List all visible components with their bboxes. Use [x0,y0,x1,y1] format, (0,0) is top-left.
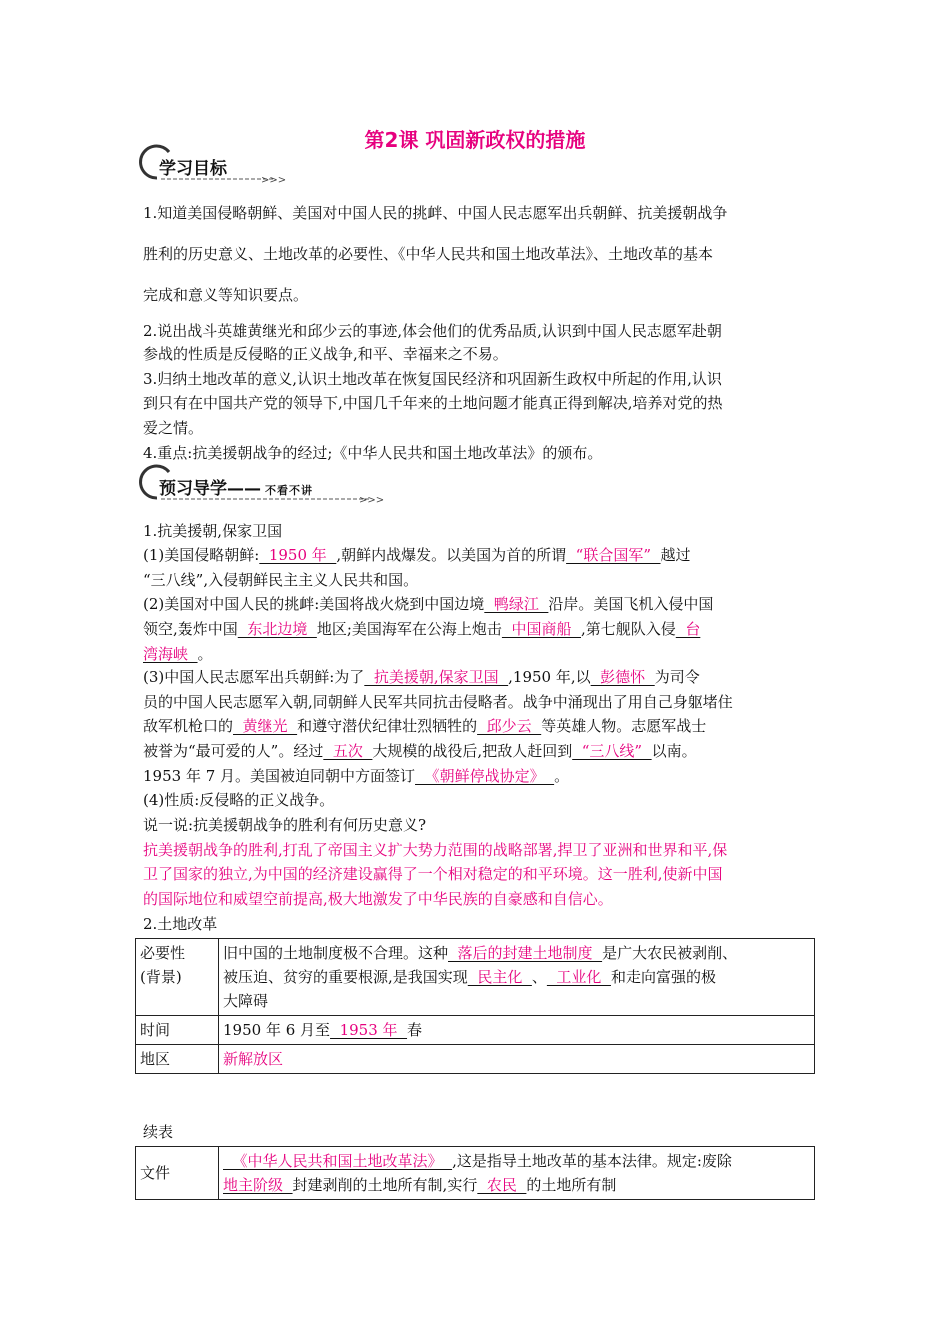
goal-line: 胜利的历史意义、土地改革的必要性、《中华人民共和国土地改革法》、土地改革的基本 [143,245,714,263]
answer-blank: “三八线” [572,742,652,760]
svg-text:>>>: >>> [359,495,385,506]
goal-line: 4.重点:抗美援朝战争的经过;《中华人民共和国土地改革法》的颁布。 [143,444,603,462]
section-badge-preview [143,466,383,506]
answer-blank: 1953 年 [330,1021,408,1039]
table-row [136,1147,815,1200]
answer-blank: 《朝鲜停战协定》 [415,767,555,785]
preview-line: (3)中国人民志愿军出兵朝鲜:为了 抗美援朝,保家卫国 ,1950 年,以 彭德怀 为司令 [143,668,700,686]
answer-blank: 抗美援朝,保家卫国 [364,668,509,686]
answer-blank: 彭德怀 [590,668,655,686]
goal-line: 参战的性质是反侵略的正义战争,和平、幸福来之不易。 [143,345,508,363]
goal-line: 2.说出战斗英雄黄继光和邱少云的事迹,体会他们的优秀品质,认识到中国人民志愿军赴朝 [143,322,722,340]
answer-blank: 落后的封建土地制度 [448,944,603,962]
discussion-answer: 卫了国家的独立,为中国的经济建设赢得了一个相对稳定的和平环境。这一胜利,使新中国 [143,865,723,883]
goal-line: 3.归纳土地改革的意义,认识土地改革在恢复国民经济和巩固新生政权中所起的作用,认识 [143,370,722,388]
answer-blank: 鸭绿江 [484,595,549,613]
goal-line: 爱之情。 [143,419,204,437]
answer-blank: 地主阶级 [223,1176,293,1194]
preview-line: 领空,轰炸中国 东北边境 地区;美国海军在公海上炮击 中国商船 ,第七舰队入侵 台 [143,620,701,638]
table-cell: 旧中国的土地制度极不合理。这种 落后的封建土地制度 是广大农民被剥削、 被压迫、贫穷的重要根源,是我国实现 民主化 、 工业化 和走向富强的极 大障碍 [219,939,815,1016]
continued-table-label: 续表 [143,1123,174,1141]
preview-line: (1)美国侵略朝鲜: 1950 年 ,朝鲜内战爆发。以美国为首的所谓 “联合国军” 越过 [143,546,691,564]
heading-korea: 1.抗美援朝,保家卫国 [143,522,283,540]
row-header: 时间 [136,1016,219,1045]
answer-blank: 湾海峡 [143,645,198,663]
section-badge-goals [143,146,287,186]
preview-line: 湾海峡 。 [143,645,213,663]
row-header: 必要性 (背景) [136,939,219,1016]
goal-line: 1.知道美国侵略朝鲜、美国对中国人民的挑衅、中国人民志愿军出兵朝鲜、抗美援朝战争 [143,204,728,222]
discussion-answer: 抗美援朝战争的胜利,打乱了帝国主义扩大势力范围的战略部署,捍卫了亚洲和世界和平,保 [143,841,728,859]
answer-blank: 台 [675,620,701,638]
answer-blank: 1950 年 [259,546,337,564]
table-cell: 新解放区 [219,1045,815,1074]
preview-line: 被誉为“最可爱的人”。经过 五次 大规模的战役后,把敌人赶回到 “三八线” 以南。 [143,742,697,760]
answer-blank: 邱少云 [477,717,542,735]
answer-blank: 工业化 [546,968,611,986]
heading-land-reform: 2.土地改革 [143,915,218,933]
table-row [136,1016,815,1045]
preview-line: 敌军机枪口的 黄继光 和遵守潜伏纪律壮烈牺牲的 邱少云 等英雄人物。志愿军战士 [143,717,707,735]
discussion-question: 说一说:抗美援朝战争的胜利有何历史意义? [143,816,427,834]
goal-line: 到只有在中国共产党的领导下,中国几千年来的土地问题才能真正得到解决,培养对党的热 [143,394,723,412]
answer-blank: 黄继光 [233,717,298,735]
table-cell: 《中华人民共和国土地改革法》 ,这是指导土地改革的基本法律。规定:废除 地主阶级 封建剥削的土地所有制,实行 农民 的土地所有制 [219,1147,815,1200]
preview-line: (2)美国对中国人民的挑衅:美国将战火烧到中国边境 鸭绿江 沿岸。美国飞机入侵中国 [143,595,714,613]
land-reform-table-continued [135,1146,815,1200]
preview-line: 员的中国人民志愿军入朝,同朝鲜人民军共同抗击侵略者。战争中涌现出了用自己身躯堵住 [143,693,733,711]
page-title: 第2课 巩固新政权的措施 [364,128,586,152]
answer-blank: 农民 [477,1176,527,1194]
table-row [136,1045,815,1074]
preview-line: (4)性质:反侵略的正义战争。 [143,791,335,809]
answer-blank: 东北边境 [237,620,317,638]
answer-blank: 五次 [323,742,373,760]
table-row [136,939,815,1016]
discussion-answer: 的国际地位和威望空前提高,极大地激发了中华民族的自豪感和自信心。 [143,890,613,908]
preview-line: “三八线”,入侵朝鲜民主主义人民共和国。 [143,571,419,589]
goal-line: 完成和意义等知识要点。 [143,286,309,304]
section-sublabel-preview: 不看不讲 [265,484,313,497]
answer-blank: 中国商船 [501,620,581,638]
land-reform-table [135,938,815,1074]
preview-line: 1953 年 7 月。美国被迫同朝中方面签订 《朝鲜停战协定》 。 [143,767,570,785]
section-label-goals: 学习目标 [159,159,227,179]
table-cell: 1950 年 6 月至 1953 年 春 [219,1016,815,1045]
row-header: 地区 [136,1045,219,1074]
svg-text:>>>: >>> [261,175,287,186]
answer-blank: “联合国军” [566,546,661,564]
answer-blank: 《中华人民共和国土地改革法》 [223,1152,453,1170]
section-label-preview: 预习导学—— [159,479,261,499]
answer-blank: 民主化 [467,968,532,986]
row-header: 文件 [136,1147,219,1200]
